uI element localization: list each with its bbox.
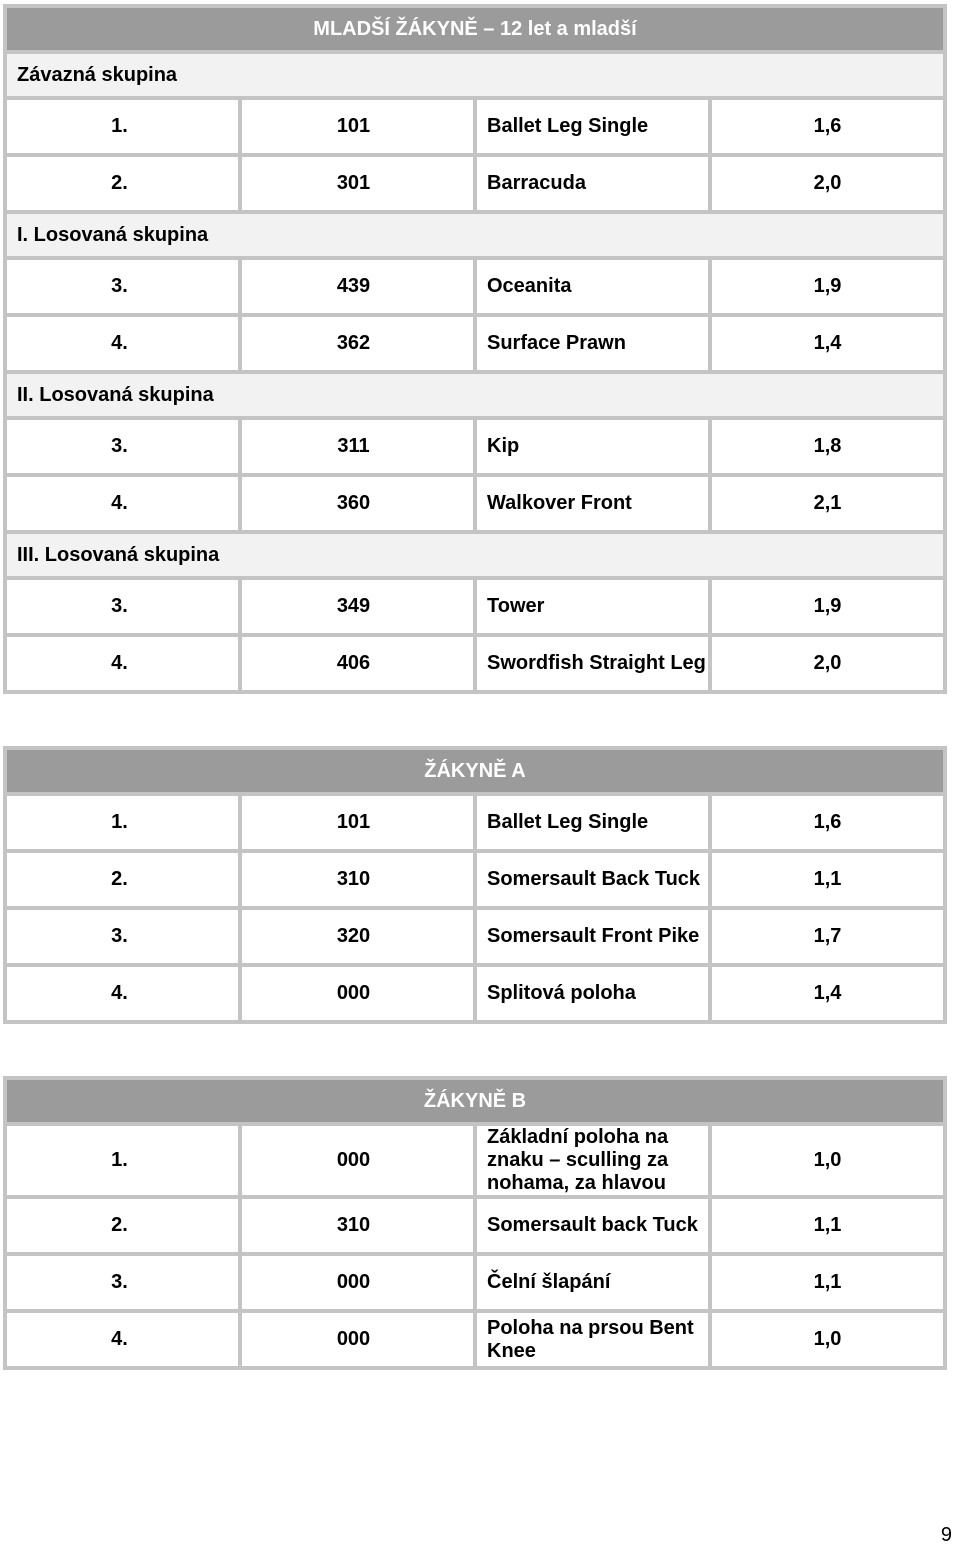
row-value: 2,1	[710, 475, 945, 532]
row-number: 2.	[5, 851, 240, 908]
row-name: Oceanita	[475, 258, 710, 315]
row-name: Somersault back Tuck	[475, 1197, 710, 1254]
row-name: Swordfish Straight Leg	[475, 635, 710, 692]
table-row	[5, 475, 945, 532]
row-number: 3.	[5, 908, 240, 965]
row-number: 3.	[5, 418, 240, 475]
table-row	[5, 635, 945, 692]
table-row	[5, 578, 945, 635]
row-number: 4.	[5, 635, 240, 692]
table-row	[5, 315, 945, 372]
table-row	[5, 965, 945, 1022]
row-code: 360	[240, 475, 475, 532]
table-mladsi-zakyne	[3, 4, 947, 694]
table-row	[5, 155, 945, 212]
group-label: I. Losovaná skupina	[5, 212, 945, 258]
group-header	[5, 212, 945, 258]
row-code: 000	[240, 1124, 475, 1197]
section-header	[5, 1078, 945, 1124]
table-zakyne-a	[3, 746, 947, 1024]
row-name: Poloha na prsou Bent Knee	[475, 1311, 710, 1368]
row-value: 1,6	[710, 98, 945, 155]
row-number: 4.	[5, 1311, 240, 1368]
section-header	[5, 6, 945, 52]
section-title: MLADŠÍ ŽÁKYNĚ – 12 let a mladší	[5, 6, 945, 52]
section-title: ŽÁKYNĚ A	[5, 748, 945, 794]
row-name: Kip	[475, 418, 710, 475]
row-name: Surface Prawn	[475, 315, 710, 372]
row-value: 1,9	[710, 578, 945, 635]
table-row	[5, 1254, 945, 1311]
table-row	[5, 1311, 945, 1368]
row-number: 1.	[5, 794, 240, 851]
row-number: 3.	[5, 578, 240, 635]
section-title: ŽÁKYNĚ B	[5, 1078, 945, 1124]
row-value: 1,1	[710, 1254, 945, 1311]
row-name: Splitová poloha	[475, 965, 710, 1022]
row-name: Základní poloha na znaku – sculling za nohama, za hlavou	[475, 1124, 710, 1197]
row-name: Barracuda	[475, 155, 710, 212]
row-code: 000	[240, 1254, 475, 1311]
table-row	[5, 418, 945, 475]
row-code: 310	[240, 851, 475, 908]
row-name: Walkover Front	[475, 475, 710, 532]
row-code: 311	[240, 418, 475, 475]
row-code: 349	[240, 578, 475, 635]
row-code: 439	[240, 258, 475, 315]
row-value: 1,0	[710, 1124, 945, 1197]
row-name: Somersault Front Pike	[475, 908, 710, 965]
row-code: 406	[240, 635, 475, 692]
row-value: 1,1	[710, 851, 945, 908]
group-label: Závazná skupina	[5, 52, 945, 98]
row-number: 2.	[5, 1197, 240, 1254]
row-number: 1.	[5, 1124, 240, 1197]
row-code: 362	[240, 315, 475, 372]
row-code: 101	[240, 794, 475, 851]
table-row	[5, 1197, 945, 1254]
table-row	[5, 908, 945, 965]
row-number: 1.	[5, 98, 240, 155]
row-value: 1,8	[710, 418, 945, 475]
row-value: 1,7	[710, 908, 945, 965]
row-value: 1,9	[710, 258, 945, 315]
group-label: III. Losovaná skupina	[5, 532, 945, 578]
table-row	[5, 258, 945, 315]
row-number: 4.	[5, 475, 240, 532]
row-name: Čelní šlapání	[475, 1254, 710, 1311]
row-number: 4.	[5, 315, 240, 372]
section-header	[5, 748, 945, 794]
row-name: Tower	[475, 578, 710, 635]
row-code: 301	[240, 155, 475, 212]
row-value: 1,4	[710, 965, 945, 1022]
row-number: 3.	[5, 258, 240, 315]
table-row	[5, 1124, 945, 1197]
row-code: 320	[240, 908, 475, 965]
table-row	[5, 851, 945, 908]
row-name: Ballet Leg Single	[475, 794, 710, 851]
table-zakyne-b	[3, 1076, 947, 1370]
table-row	[5, 98, 945, 155]
row-code: 310	[240, 1197, 475, 1254]
row-code: 000	[240, 965, 475, 1022]
row-value: 2,0	[710, 635, 945, 692]
table-row	[5, 794, 945, 851]
row-number: 3.	[5, 1254, 240, 1311]
row-value: 1,6	[710, 794, 945, 851]
row-code: 000	[240, 1311, 475, 1368]
row-code: 101	[240, 98, 475, 155]
row-name: Ballet Leg Single	[475, 98, 710, 155]
page-number: 9	[940, 1524, 952, 1546]
group-header	[5, 372, 945, 418]
row-number: 4.	[5, 965, 240, 1022]
row-name: Somersault Back Tuck	[475, 851, 710, 908]
row-value: 2,0	[710, 155, 945, 212]
row-value: 1,4	[710, 315, 945, 372]
row-number: 2.	[5, 155, 240, 212]
group-header	[5, 532, 945, 578]
group-label: II. Losovaná skupina	[5, 372, 945, 418]
group-header	[5, 52, 945, 98]
row-value: 1,1	[710, 1197, 945, 1254]
row-value: 1,0	[710, 1311, 945, 1368]
